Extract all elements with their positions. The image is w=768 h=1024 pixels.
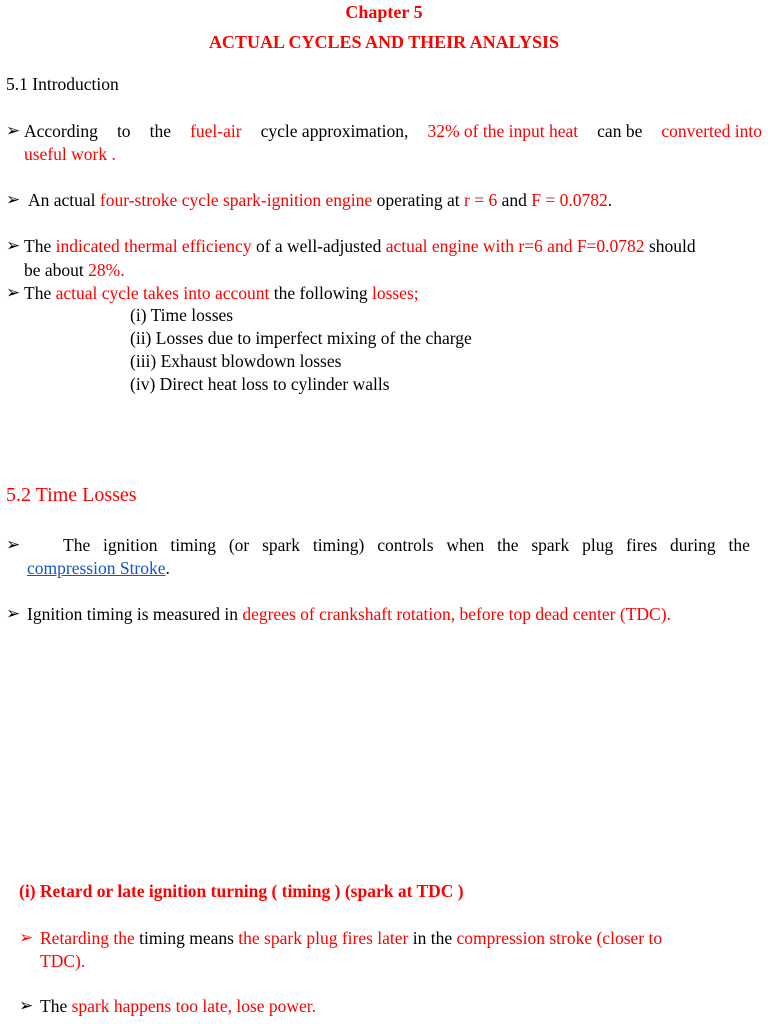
text: According [24, 121, 98, 141]
bullet-thermal-efficiency [24, 235, 696, 257]
highlight-text: degrees of crankshaft rotation, before top dead center (TDC). [242, 604, 671, 624]
text: timing [170, 535, 217, 555]
arrow-bullet-icon: ➢ [6, 535, 21, 554]
chapter-title: ACTUAL CYCLES AND THEIR ANALYSIS [208, 32, 560, 52]
highlight-text: converted into [661, 121, 762, 141]
text: (or [228, 535, 250, 555]
highlight-text: indicated thermal efficiency [55, 236, 252, 256]
highlight-text: (closer to [596, 928, 663, 948]
text: cycle approximation, [260, 121, 409, 141]
text: The [24, 236, 52, 256]
text: The [40, 996, 68, 1016]
text: The [24, 283, 52, 303]
text: the [728, 535, 750, 555]
bullet-fuel-air [24, 120, 762, 142]
bullet-continuation: useful work . [24, 144, 116, 164]
bullet-continuation: TDC). [40, 951, 86, 971]
highlight-text: actual engine with r=6 and F=0.0782 [385, 236, 645, 256]
bullet-ignition-timing [63, 534, 750, 556]
text: should [648, 236, 696, 256]
text: timing) [312, 535, 365, 555]
arrow-bullet-icon: ➢ [6, 121, 21, 140]
text: can be [597, 121, 643, 141]
highlight-text: compression stroke [456, 928, 593, 948]
highlight-text: 32% of the input heat [427, 121, 579, 141]
text: operating at [376, 190, 460, 210]
text: during [669, 535, 716, 555]
bullet-actual-engine [28, 189, 612, 211]
text: plug [582, 535, 614, 555]
list-item: (iv) Direct heat loss to cylinder walls [130, 374, 390, 394]
text: and [501, 190, 527, 210]
bullet-continuation [27, 557, 170, 579]
highlight-text: 28%. [88, 260, 125, 280]
highlight-text: losses; [371, 283, 419, 303]
arrow-bullet-icon: ➢ [19, 996, 34, 1015]
bullet-losses-intro [24, 282, 419, 304]
highlight-text: spark happens too late, lose power. [71, 996, 317, 1016]
chapter-label: Chapter 5 [345, 2, 423, 22]
text: in the [412, 928, 453, 948]
text: the [149, 121, 172, 141]
highlight-text: actual cycle takes into account [55, 283, 270, 303]
text: fires [626, 535, 658, 555]
text: the [497, 535, 519, 555]
section-heading-time-losses: 5.2 Time Losses [6, 484, 137, 506]
subsection-heading-retard: (i) Retard or late ignition turning ( timing ) (spark at TDC ) [19, 881, 464, 901]
text: . [165, 558, 170, 578]
text: timing means [139, 928, 234, 948]
bullet-retarding [40, 927, 662, 949]
arrow-bullet-icon: ➢ [6, 190, 21, 209]
text: of a well-adjusted [255, 236, 382, 256]
bullet-continuation [24, 259, 125, 281]
highlight-text: fuel-air [190, 121, 242, 141]
text: when [446, 535, 485, 555]
section-heading-introduction: 5.1 Introduction [6, 74, 119, 94]
arrow-bullet-icon: ➢ [6, 604, 21, 623]
list-item: (i) Time losses [130, 305, 234, 325]
list-item: (iii) Exhaust blowdown losses [130, 351, 342, 371]
text: the following [273, 283, 368, 303]
text: The [63, 535, 91, 555]
text: to [116, 121, 131, 141]
text: ignition [103, 535, 158, 555]
text: spark [262, 535, 300, 555]
text: An actual [28, 190, 96, 210]
arrow-bullet-icon: ➢ [19, 928, 34, 947]
text: spark [531, 535, 570, 555]
compression-stroke-link[interactable]: compression Stroke [27, 558, 166, 578]
bullet-spark-late [40, 995, 316, 1017]
text: Ignition timing is measured in [27, 604, 238, 624]
highlight-text: the spark plug fires later [238, 928, 409, 948]
bullet-measured [27, 603, 671, 625]
text: controls [377, 535, 434, 555]
highlight-text: r = 6 [464, 190, 498, 210]
list-item: (ii) Losses due to imperfect mixing of the charge [130, 328, 472, 348]
text: be about [24, 260, 84, 280]
arrow-bullet-icon: ➢ [6, 283, 21, 302]
text: . [607, 190, 613, 210]
highlight-text: F = 0.0782 [531, 190, 608, 210]
highlight-text: Retarding the [40, 928, 135, 948]
highlight-text: four-stroke cycle spark-ignition engine [99, 190, 373, 210]
arrow-bullet-icon: ➢ [6, 236, 21, 255]
